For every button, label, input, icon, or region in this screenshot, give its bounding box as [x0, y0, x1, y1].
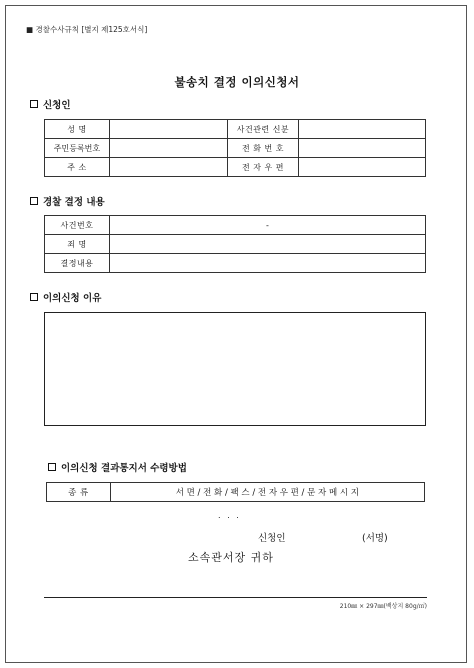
- phone-label: 전 화 번 호: [227, 139, 299, 158]
- date-line: . . .: [218, 511, 241, 520]
- recipient: 소속관서장 귀하: [188, 551, 274, 564]
- section-reason-title: 이의신청 이유: [43, 293, 102, 304]
- address-label: 주 소: [45, 158, 110, 177]
- checkbox-square-icon: [30, 100, 38, 108]
- case-relation-label: 사건관련 신분: [227, 120, 299, 139]
- form-title: 불송치 결정 이의신청서: [174, 75, 300, 89]
- sign-placeholder[interactable]: (서명): [362, 533, 388, 544]
- paper-spec: 210㎜ × 297㎜(백상지 80g/㎡): [339, 603, 427, 610]
- decision-table: [44, 215, 426, 273]
- case-number-field[interactable]: -: [109, 216, 425, 235]
- section-reason: [30, 290, 101, 304]
- case-relation-field[interactable]: [299, 120, 426, 139]
- section-applicant-title: 신청인: [43, 100, 71, 111]
- applicant-sign-label: 신청인: [258, 533, 286, 544]
- section-notice-method-title: 이의신청 결과통지서 수령방법: [61, 463, 187, 474]
- checkbox-square-icon: [48, 463, 56, 471]
- rrn-label: 주민등록번호: [45, 139, 110, 158]
- applicant-table: [44, 119, 426, 177]
- kind-label: 종 류: [47, 483, 111, 502]
- section-notice-method: [48, 460, 187, 474]
- notice-method-options[interactable]: 서 면 / 전 화 / 팩 스 / 전 자 우 편 / 문 자 메 시 지: [110, 483, 424, 502]
- phone-field[interactable]: [299, 139, 426, 158]
- charge-label: 죄 명: [45, 235, 110, 254]
- rrn-field[interactable]: [109, 139, 227, 158]
- reason-textarea[interactable]: [44, 312, 426, 426]
- result-label: 결정내용: [45, 254, 110, 273]
- name-label: 성 명: [45, 120, 110, 139]
- email-field[interactable]: [299, 158, 426, 177]
- notice-method-table: [46, 482, 425, 502]
- section-decision-title: 경찰 결정 내용: [43, 197, 105, 208]
- charge-field[interactable]: [109, 235, 425, 254]
- section-applicant: [30, 97, 71, 111]
- checkbox-square-icon: [30, 197, 38, 205]
- footer-divider: [44, 597, 427, 598]
- checkbox-square-icon: [30, 293, 38, 301]
- address-field[interactable]: [109, 158, 227, 177]
- name-field[interactable]: [109, 120, 227, 139]
- email-label: 전 자 우 편: [227, 158, 299, 177]
- case-number-label: 사건번호: [45, 216, 110, 235]
- form-number: ■ 경찰수사규칙 [별지 제125호서식]: [26, 25, 148, 34]
- section-decision: [30, 194, 105, 208]
- result-field[interactable]: [109, 254, 425, 273]
